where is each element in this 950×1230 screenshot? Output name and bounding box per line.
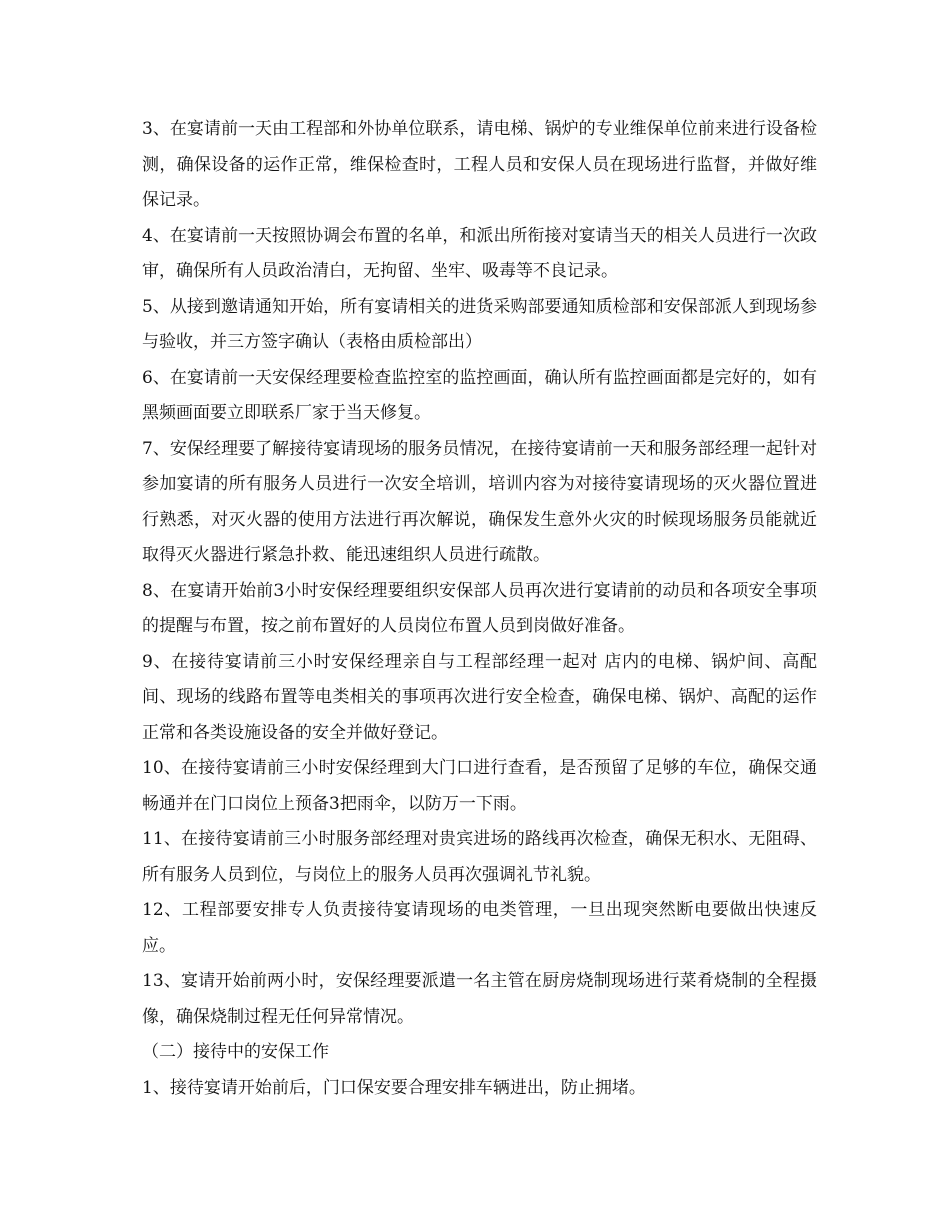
paragraph-item-12: 12、工程部要安排专人负责接待宴请现场的电类管理，一旦出现突然断电要做出快速反应。 bbox=[142, 900, 817, 956]
paragraph-item-8: 8、在宴请开始前3小时安保经理要组织安保部人员再次进行宴请前的动员和各项安全事项的提醒与布置，按之前布置好的人员岗位布置人员到岗做好准备。 bbox=[142, 580, 817, 636]
paragraph-item-3: 3、在宴请前一天由工程部和外协单位联系，请电梯、锅炉的专业维保单位前来进行设备检测，确保设备的运作正常，维保检查时，工程人员和安保人员在现场进行监督，并做好维保记录。 bbox=[142, 119, 817, 210]
paragraph-item-10: 10、在接待宴请前三小时安保经理到大门口进行查看，是否预留了足够的车位，确保交通畅通并在门口岗位上预备3把雨伞，以防万一下雨。 bbox=[142, 758, 817, 814]
paragraph-item-6: 6、在宴请前一天安保经理要检查监控室的监控画面，确认所有监控画面都是完好的，如有黑频画面要立即联系厂家于当天修复。 bbox=[142, 367, 817, 423]
paragraph-item-5: 5、从接到邀请通知开始，所有宴请相关的进货采购部要通知质检部和安保部派人到现场参与验收，并三方签字确认（表格由质检部出） bbox=[142, 296, 817, 352]
paragraph-item-13: 13、宴请开始前两小时，安保经理要派遣一名主管在厨房烧制现场进行菜肴烧制的全程摄像，确保烧制过程无任何异常情况。 bbox=[142, 971, 817, 1027]
paragraph-item-9: 9、在接待宴请前三小时安保经理亲自与工程部经理一起对 店内的电梯、锅炉间、高配间、现场的线路布置等电类相关的事项再次进行安全检查，确保电梯、锅炉、高配的运作正常和各类设施设备的安全并做好登记。 bbox=[142, 651, 817, 743]
paragraph-item-1: 1、接待宴请开始前后，门口保安要合理安排车辆进出，防止拥堵。 bbox=[142, 1077, 646, 1098]
paragraph-item-11: 11、在接待宴请前三小时服务部经理对贵宾进场的路线再次检查，确保无积水、无阻碍、所有服务人员到位，与岗位上的服务人员再次强调礼节礼貌。 bbox=[142, 829, 817, 885]
paragraph-item-7: 7、安保经理要了解接待宴请现场的服务员情况，在接待宴请前一天和服务部经理一起针对参加宴请的所有服务人员进行一次安全培训，培训内容为对接待宴请现场的灭火器位置进行熟悉，对灭火器的使用方法进行再次解说，确保发生意外火灾的时候现场服务员能就近取得灭火器进行紧急扑救、能迅速组织人员进行疏散。 bbox=[142, 438, 817, 565]
paragraph-item-4: 4、在宴请前一天按照协调会布置的名单，和派出所衔接对宴请当天的相关人员进行一次政审，确保所有人员政治清白，无拘留、坐牢、吸毒等不良记录。 bbox=[142, 225, 817, 281]
section-heading: （二）接待中的安保工作 bbox=[142, 1042, 329, 1062]
document-body bbox=[142, 112, 817, 1106]
